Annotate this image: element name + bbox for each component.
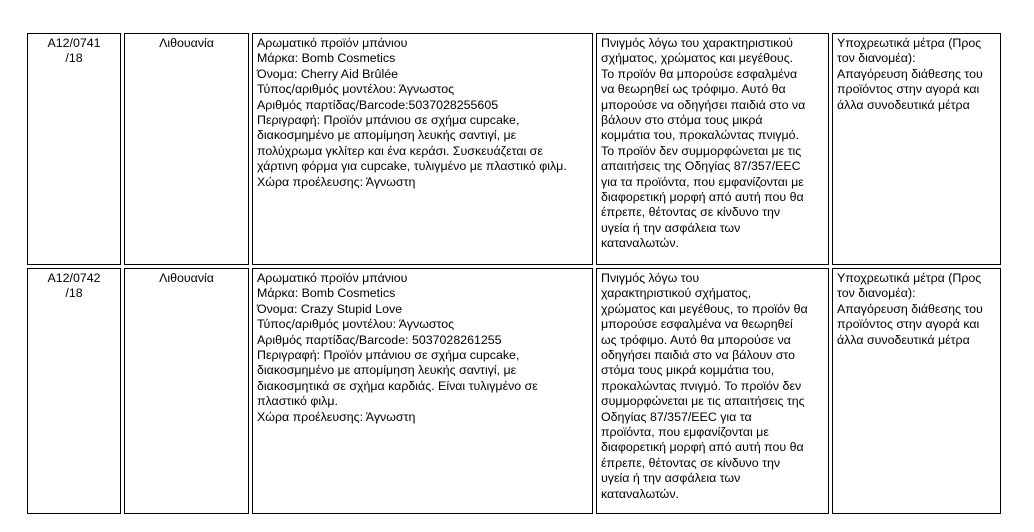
risk-line: μπορούσε να οδηγήσει παιδιά στο να [601,97,806,112]
country-cell [124,33,249,265]
product-description-line: Περιγραφή: Προϊόν μπάνιου σε σχήμα cupcake, [257,113,520,128]
product-description-cell [252,33,593,265]
product-barcode: Αριθμός παρτίδας/Barcode:5037028255605 [257,97,499,112]
table-row [27,268,1001,514]
measures-line: προϊόντος στην αγορά και [837,82,980,97]
risk-line: διαφορετική μορφή από αυτή που θα [601,440,804,455]
measures-cell [832,268,1001,514]
risk-line: διαφορετική μορφή από αυτή που θα [601,190,804,205]
risk-line: σχήματος, χρώματος και μεγέθους. [601,51,794,66]
product-description-cell [252,268,593,514]
country-cell [124,268,249,514]
measures-line: τον διανομέα): [837,286,916,301]
risk-line: χαρακτηριστικού σχήματος, [601,286,752,301]
risk-cell [596,33,829,265]
risk-line: βάλουν στο στόμα τους μικρά [601,113,763,128]
measures-line: τον διανομέα): [837,51,916,66]
notification-year: /18 [65,51,83,66]
notifications-table [24,30,1004,517]
product-barcode: Αριθμός παρτίδας/Barcode: 5037028261255 [257,332,502,347]
risk-line: κομμάτια του, προκαλώντας πνιγμό. [601,128,799,143]
measures-line: άλλα συνοδευτικά μέτρα [837,97,970,112]
measures-line: Απαγόρευση διάθεσης του [837,66,983,81]
risk-line: προϊόντα, που εμφανίζονται με [601,425,769,440]
risk-line: προκαλώντας πνιγμό. Το προϊόν δεν [601,378,802,393]
risk-line: να θεωρηθεί ως τρόφιμο. Αυτό θα [601,82,786,97]
notification-year: /18 [65,286,83,301]
risk-line: συμμορφώνεται με τις απαιτήσεις της [601,394,805,409]
risk-line: μπορούσε εσφαλμένα να θεωρηθεί [601,317,793,332]
product-description-line: διακοσμημένο με απομίμηση λευκής σαντιγί, με [257,363,517,378]
risk-line: υγεία ή την ασφάλεια των [601,220,741,235]
product-brand: Μάρκα: Bomb Cosmetics [257,51,396,66]
product-description-line: χάρτινη φόρμα για cupcake, τυλιγμένο με πλαστικό φιλμ. [257,159,567,174]
risk-line: έπρεπε, θέτοντας σε κίνδυνο την [601,205,781,220]
product-description-line: Περιγραφή: Προϊόν μπάνιου σε σχήμα cupcake, [257,348,520,363]
product-origin: Χώρα προέλευσης: Άγνωστη [257,409,416,424]
risk-line: καταναλωτών. [601,236,679,251]
measures-line: Υποχρεωτικά μέτρα (Προς [837,36,982,50]
risk-line: Το προϊόν δεν συμμορφώνεται με τις [601,143,802,158]
risk-line: Πνιγμός λόγω του [601,271,700,285]
country-name: Λιθουανία [159,271,214,285]
risk-line: οδηγήσει παιδιά στο να βάλουν στο [601,348,796,363]
product-description-line: πολύχρωμα γκλίτερ και ένα κεράσι. Συσκευάζεται σε [257,143,543,158]
product-model: Τύπος/αριθμός μοντέλου: Άγνωστος [257,82,455,97]
risk-line: Οδηγίας 87/357/EEC για τα [601,409,752,424]
risk-line: χρώματος και μεγέθους, το προϊόν θα [601,301,808,316]
risk-line: στόμα τους μικρά κομμάτια του, [601,363,775,378]
risk-cell [596,268,829,514]
risk-line: ως τρόφιμο. Αυτό θα μπορούσε να [601,332,791,347]
product-model: Τύπος/αριθμός μοντέλου: Άγνωστος [257,317,455,332]
measures-line: προϊόντος στην αγορά και [837,317,980,332]
product-name: Όνομα: Crazy Stupid Love [257,301,403,316]
product-description-line: πλαστικό φιλμ. [257,394,338,409]
product-brand: Μάρκα: Bomb Cosmetics [257,286,396,301]
notification-code: A12/0741 [47,36,101,50]
product-description-line: διακοσμημένο με απομίμηση λευκής σαντιγί, με [257,128,517,143]
product-description-line: διακοσμητικά σε σχήμα καρδιάς. Είναι τυλιγμένο σε [257,378,538,393]
measures-line: Απαγόρευση διάθεσης του [837,301,983,316]
product-origin: Χώρα προέλευσης: Άγνωστη [257,174,416,189]
product-name: Όνομα: Cherry Aid Brûlée [257,66,398,81]
risk-line: υγεία ή την ασφάλεια των [601,471,741,486]
risk-line: καταναλωτών. [601,486,679,501]
table-row [27,33,1001,265]
country-name: Λιθουανία [159,36,214,50]
risk-line: για τα προϊόντα, που εμφανίζονται με [601,174,804,189]
product-category: Αρωματικό προϊόν μπάνιου [257,36,408,50]
notification-code: A12/0742 [47,271,101,285]
risk-line: Το προϊόν θα μπορούσε εσφαλμένα [601,66,798,81]
risk-line: έπρεπε, θέτοντας σε κίνδυνο την [601,455,781,470]
risk-line: Πνιγμός λόγω του χαρακτηριστικού [601,36,793,50]
product-category: Αρωματικό προϊόν μπάνιου [257,271,408,285]
measures-line: Υποχρεωτικά μέτρα (Προς [837,271,982,285]
measures-cell [832,33,1001,265]
measures-line: άλλα συνοδευτικά μέτρα [837,332,970,347]
risk-line: απαιτήσεις της Οδηγίας 87/357/EEC [601,159,801,174]
notification-code-cell [27,268,121,514]
notification-code-cell [27,33,121,265]
